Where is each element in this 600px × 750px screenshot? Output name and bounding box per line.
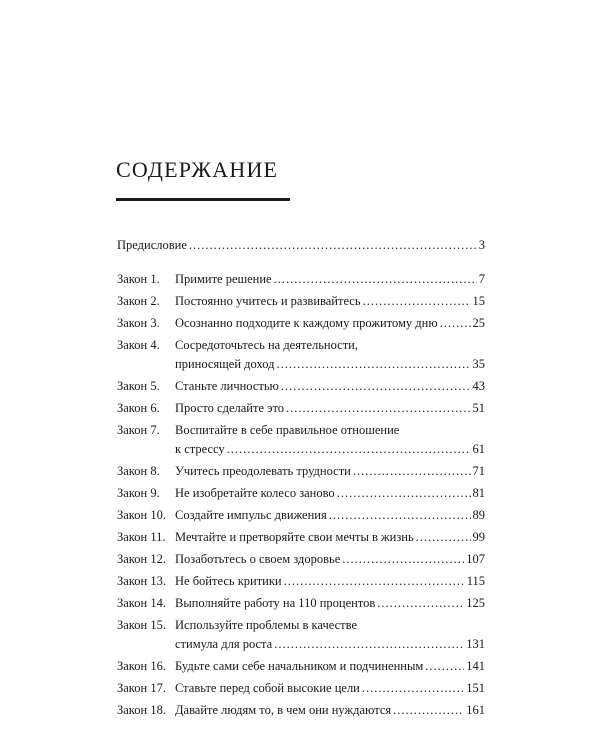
toc-entry-title: Будьте сами себе начальником и подчиненным bbox=[175, 659, 424, 673]
toc-page-number: 99 bbox=[472, 530, 485, 544]
dot-leader bbox=[337, 484, 471, 503]
toc-line bbox=[175, 484, 485, 503]
toc-entry-body bbox=[175, 399, 485, 418]
toc-page-number: 141 bbox=[466, 659, 485, 673]
dot-leader bbox=[286, 399, 470, 418]
dot-leader bbox=[342, 550, 464, 569]
toc-line bbox=[175, 594, 485, 613]
toc-entry-body bbox=[175, 657, 485, 676]
dot-leader bbox=[277, 355, 471, 374]
toc-entry-law[interactable] bbox=[117, 701, 485, 720]
toc-entry-title: Позаботьтесь о своем здоровье bbox=[175, 552, 341, 566]
toc-page-number: 71 bbox=[472, 464, 485, 478]
toc-page-number: 35 bbox=[472, 357, 485, 371]
toc-entry-body bbox=[175, 484, 485, 503]
law-number: Закон 17. bbox=[117, 681, 166, 695]
dot-leader bbox=[281, 377, 471, 396]
toc-line bbox=[175, 421, 485, 440]
toc-page-number: 131 bbox=[466, 637, 485, 651]
toc-line bbox=[175, 572, 485, 591]
law-number: Закон 9. bbox=[117, 486, 160, 500]
dot-leader bbox=[329, 506, 471, 525]
dot-leader bbox=[274, 635, 464, 654]
dot-leader bbox=[362, 679, 464, 698]
toc-line bbox=[175, 635, 485, 654]
toc-page-number: 3 bbox=[478, 238, 485, 252]
toc-page-number: 89 bbox=[472, 508, 485, 522]
toc-entry-body bbox=[175, 572, 485, 591]
toc-line bbox=[175, 616, 485, 635]
toc-entry-body bbox=[117, 236, 485, 255]
toc-entry-body bbox=[175, 377, 485, 396]
toc-entry-title: Примите решение bbox=[175, 272, 272, 286]
toc-entry-body bbox=[175, 550, 485, 569]
toc-line bbox=[175, 270, 485, 289]
toc-entry-title: Станьте личностью bbox=[175, 379, 279, 393]
dot-leader bbox=[353, 462, 471, 481]
toc-page-number: 115 bbox=[466, 574, 485, 588]
dot-leader bbox=[393, 701, 464, 720]
toc-line bbox=[175, 701, 485, 720]
toc-entry-body bbox=[175, 594, 485, 613]
dot-leader bbox=[284, 572, 465, 591]
law-number: Закон 11. bbox=[117, 530, 166, 544]
toc-entry-title: Мечтайте и претворяйте свои мечты в жизнь bbox=[175, 530, 414, 544]
toc-entry-law[interactable] bbox=[117, 616, 485, 654]
law-number: Закон 8. bbox=[117, 464, 160, 478]
toc-line bbox=[175, 679, 485, 698]
law-number: Закон 15. bbox=[117, 618, 166, 632]
toc-line bbox=[117, 236, 485, 255]
dot-leader bbox=[416, 528, 471, 547]
toc-entry-title: Учитесь преодолевать трудности bbox=[175, 464, 351, 478]
toc-page-number: 15 bbox=[472, 294, 485, 308]
dot-leader bbox=[274, 270, 477, 289]
dot-leader bbox=[440, 314, 471, 333]
toc-entry-law[interactable] bbox=[117, 506, 485, 525]
toc-entry-body bbox=[175, 292, 485, 311]
toc-entry-title: Сосредоточьтесь на деятельности, bbox=[175, 338, 359, 352]
toc-entry-body bbox=[175, 701, 485, 720]
law-number: Закон 3. bbox=[117, 316, 160, 330]
toc-entry-law[interactable] bbox=[117, 572, 485, 591]
toc-entry-title: стимула для роста bbox=[175, 637, 273, 651]
toc-entry-title: Давайте людям то, в чем они нуждаются bbox=[175, 703, 392, 717]
toc-page-number: 61 bbox=[472, 442, 485, 456]
toc-law-list bbox=[117, 270, 485, 720]
toc-line bbox=[175, 314, 485, 333]
toc-entry-title: Предисловие bbox=[117, 238, 187, 252]
dot-leader bbox=[377, 594, 464, 613]
toc-entry-body bbox=[175, 679, 485, 698]
title-underline bbox=[116, 198, 290, 201]
toc-entry-law[interactable] bbox=[117, 679, 485, 698]
law-number: Закон 4. bbox=[117, 338, 160, 352]
toc-entry-body bbox=[175, 462, 485, 481]
toc-entry-body bbox=[175, 270, 485, 289]
toc-page-number: 25 bbox=[472, 316, 485, 330]
toc-entry-law[interactable] bbox=[117, 550, 485, 569]
toc-entry-body bbox=[175, 336, 485, 374]
toc-entry-law[interactable] bbox=[117, 336, 485, 374]
toc-entry-preface[interactable] bbox=[117, 236, 485, 255]
law-number: Закон 16. bbox=[117, 659, 166, 673]
toc-entry-title: Создайте импульс движения bbox=[175, 508, 327, 522]
toc-entry-body bbox=[175, 506, 485, 525]
toc-entry-law[interactable] bbox=[117, 421, 485, 459]
toc-entry-title: Не изобретайте колесо заново bbox=[175, 486, 335, 500]
toc-page-number: 151 bbox=[466, 681, 485, 695]
toc-entry-law[interactable] bbox=[117, 657, 485, 676]
toc-entry-law[interactable] bbox=[117, 292, 485, 311]
law-number: Закон 5. bbox=[117, 379, 160, 393]
dot-leader bbox=[189, 236, 477, 255]
toc-entry-body bbox=[175, 528, 485, 547]
toc-entry-law[interactable] bbox=[117, 270, 485, 289]
law-number: Закон 14. bbox=[117, 596, 166, 610]
toc-entry-law[interactable] bbox=[117, 462, 485, 481]
toc-line bbox=[175, 440, 485, 459]
toc-entry-title: Воспитайте в себе правильное отношение bbox=[175, 423, 400, 437]
table-of-contents bbox=[117, 236, 485, 723]
toc-entry-law[interactable] bbox=[117, 377, 485, 396]
toc-entry-title: Постоянно учитесь и развивайтесь bbox=[175, 294, 361, 308]
toc-line bbox=[175, 336, 485, 355]
law-number: Закон 7. bbox=[117, 423, 160, 437]
toc-line bbox=[175, 550, 485, 569]
toc-entry-law[interactable] bbox=[117, 594, 485, 613]
toc-entry-law[interactable] bbox=[117, 314, 485, 333]
toc-page-number: 125 bbox=[466, 596, 485, 610]
toc-line bbox=[175, 377, 485, 396]
toc-entry-body bbox=[175, 421, 485, 459]
toc-entry-title: Используйте проблемы в качестве bbox=[175, 618, 357, 632]
dot-leader bbox=[227, 440, 471, 459]
toc-page-number: 81 bbox=[472, 486, 485, 500]
toc-entry-law[interactable] bbox=[117, 399, 485, 418]
toc-page-number: 7 bbox=[478, 272, 485, 286]
law-number: Закон 2. bbox=[117, 294, 160, 308]
toc-entry-title: приносящей доход bbox=[175, 357, 275, 371]
toc-page-number: 51 bbox=[472, 401, 485, 415]
toc-line bbox=[175, 506, 485, 525]
law-number: Закон 6. bbox=[117, 401, 160, 415]
toc-entry-title: Осознанно подходите к каждому прожитому дню bbox=[175, 316, 438, 330]
toc-entry-title: Просто сделайте это bbox=[175, 401, 285, 415]
toc-entry-title: к стрессу bbox=[175, 442, 225, 456]
toc-page-number: 43 bbox=[472, 379, 485, 393]
toc-entry-title: Выполняйте работу на 110 процентов bbox=[175, 596, 376, 610]
toc-line bbox=[175, 528, 485, 547]
page-title: СОДЕРЖАНИЕ bbox=[116, 157, 279, 182]
toc-entry-title: Не бойтесь критики bbox=[175, 574, 282, 588]
dot-leader bbox=[363, 292, 471, 311]
toc-page-number: 161 bbox=[466, 703, 485, 717]
toc-entry-body bbox=[175, 616, 485, 654]
toc-entry-law[interactable] bbox=[117, 484, 485, 503]
toc-line bbox=[175, 462, 485, 481]
toc-page-number: 107 bbox=[466, 552, 485, 566]
toc-entry-law[interactable] bbox=[117, 528, 485, 547]
dot-leader bbox=[425, 657, 464, 676]
toc-line bbox=[175, 355, 485, 374]
law-number: Закон 13. bbox=[117, 574, 166, 588]
toc-entry-title: Ставьте перед собой высокие цели bbox=[175, 681, 360, 695]
toc-entry-body bbox=[175, 314, 485, 333]
law-number: Закон 18. bbox=[117, 703, 166, 717]
toc-line bbox=[175, 292, 485, 311]
toc-line bbox=[175, 657, 485, 676]
law-number: Закон 1. bbox=[117, 272, 160, 286]
law-number: Закон 10. bbox=[117, 508, 166, 522]
toc-line bbox=[175, 399, 485, 418]
law-number: Закон 12. bbox=[117, 552, 166, 566]
